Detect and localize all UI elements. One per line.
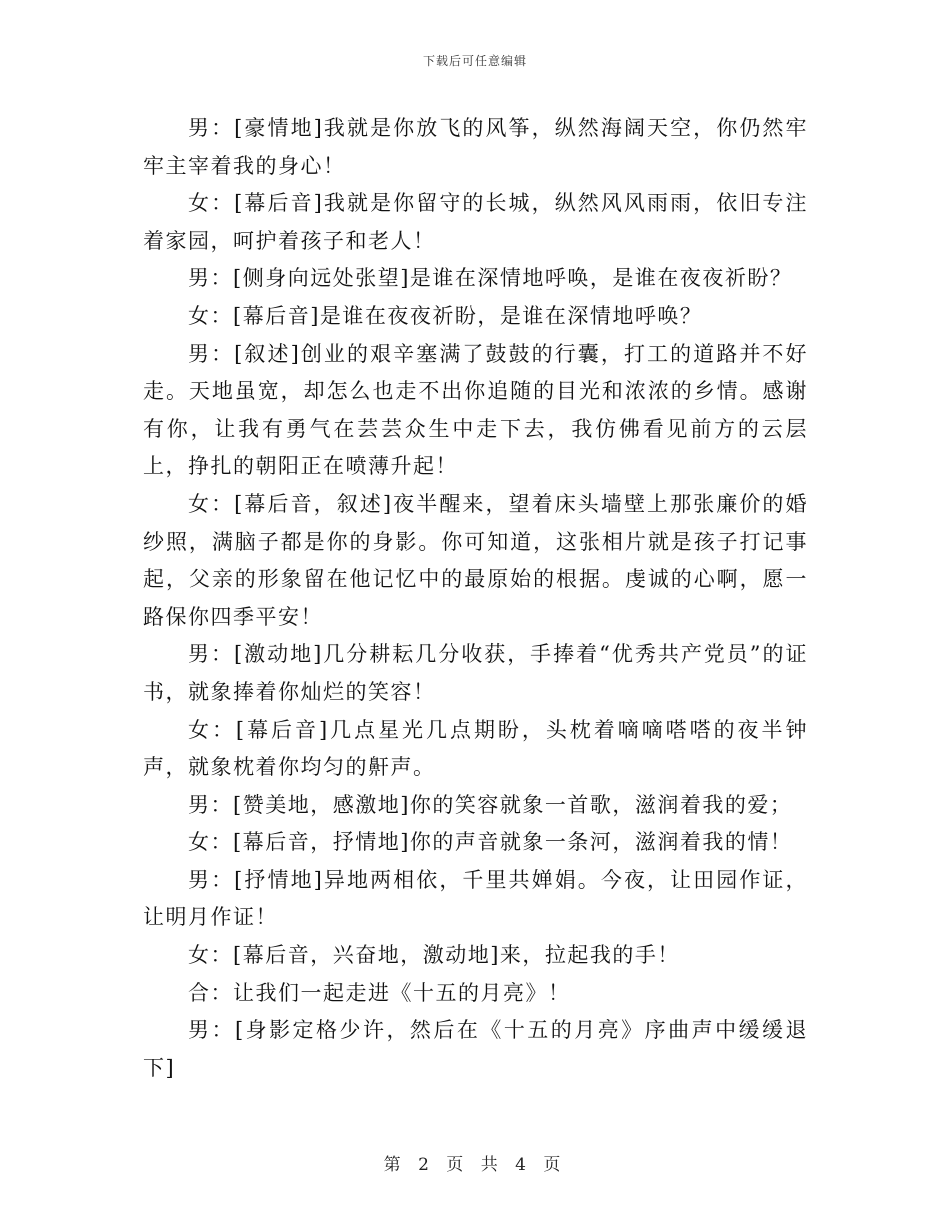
paragraph: 男：[抒情地]异地两相依，千里共婵娟。今夜，让田园作证，让明月作证！ <box>143 867 808 930</box>
paragraph: 男：[豪情地]我就是你放飞的风筝，纵然海阔天空，你仍然牢牢主宰着我的身心！ <box>143 116 808 178</box>
paragraph: 女：[幕后音，抒情地]你的声音就象一条河，滋润着我的情！ <box>188 830 793 855</box>
page-footer: 第 2 页 共 4 页 <box>383 1155 567 1175</box>
paragraph: 男：[侧身向远处张望]是谁在深情地呼唤，是谁在夜夜祈盼？ <box>188 266 793 291</box>
paragraph: 男：[身影定格少许，然后在《十五的月亮》序曲声中缓缓退下] <box>143 1018 808 1080</box>
paragraph: 女：[幕后音]是谁在夜夜祈盼，是谁在深情地呼唤？ <box>188 303 703 328</box>
page-header: 下载后可任意编辑 <box>422 54 527 68</box>
paragraph: 男：[赞美地，感激地]你的笑容就象一首歌，滋润着我的爱； <box>188 792 793 817</box>
paragraph: 女：[幕后音，叙述]夜半醒来，望着床头墙壁上那张廉价的婚纱照，满脑子都是你的身影。你可知道，这张相片就是孩子打记事起，父亲的形象留在他记忆中的最原始的根据。虔诚的心啊，愿一路保你四季平安！ <box>143 491 808 629</box>
paragraph: 女：[幕后音，兴奋地，激动地]来，拉起我的手！ <box>188 943 680 968</box>
paragraph: 合：让我们一起走进《十五的月亮》！ <box>188 980 571 1005</box>
paragraph: 男：[叙述]创业的艰辛塞满了鼓鼓的行囊，打工的道路并不好走。天地虽宽，却怎么也走不出你追随的目光和浓浓的乡情。感谢有你，让我有勇气在芸芸众生中走下去，我仿佛看见前方的云层上，挣扎的朝阳正在喷薄升起！ <box>143 341 808 479</box>
script-body <box>143 110 808 1087</box>
paragraph: 男：[激动地]几分耕耘几分收获，手捧着“优秀共产党员”的证书，就象捧着你灿烂的笑容！ <box>143 642 808 704</box>
paragraph: 女：[幕后音]几点星光几点期盼，头枕着嘀嘀嗒嗒的夜半钟声，就象枕着你均匀的鼾声。 <box>143 717 808 780</box>
paragraph: 女：[幕后音]我就是你留守的长城，纵然风风雨雨，依旧专注着家园，呵护着孩子和老人！ <box>143 191 808 253</box>
